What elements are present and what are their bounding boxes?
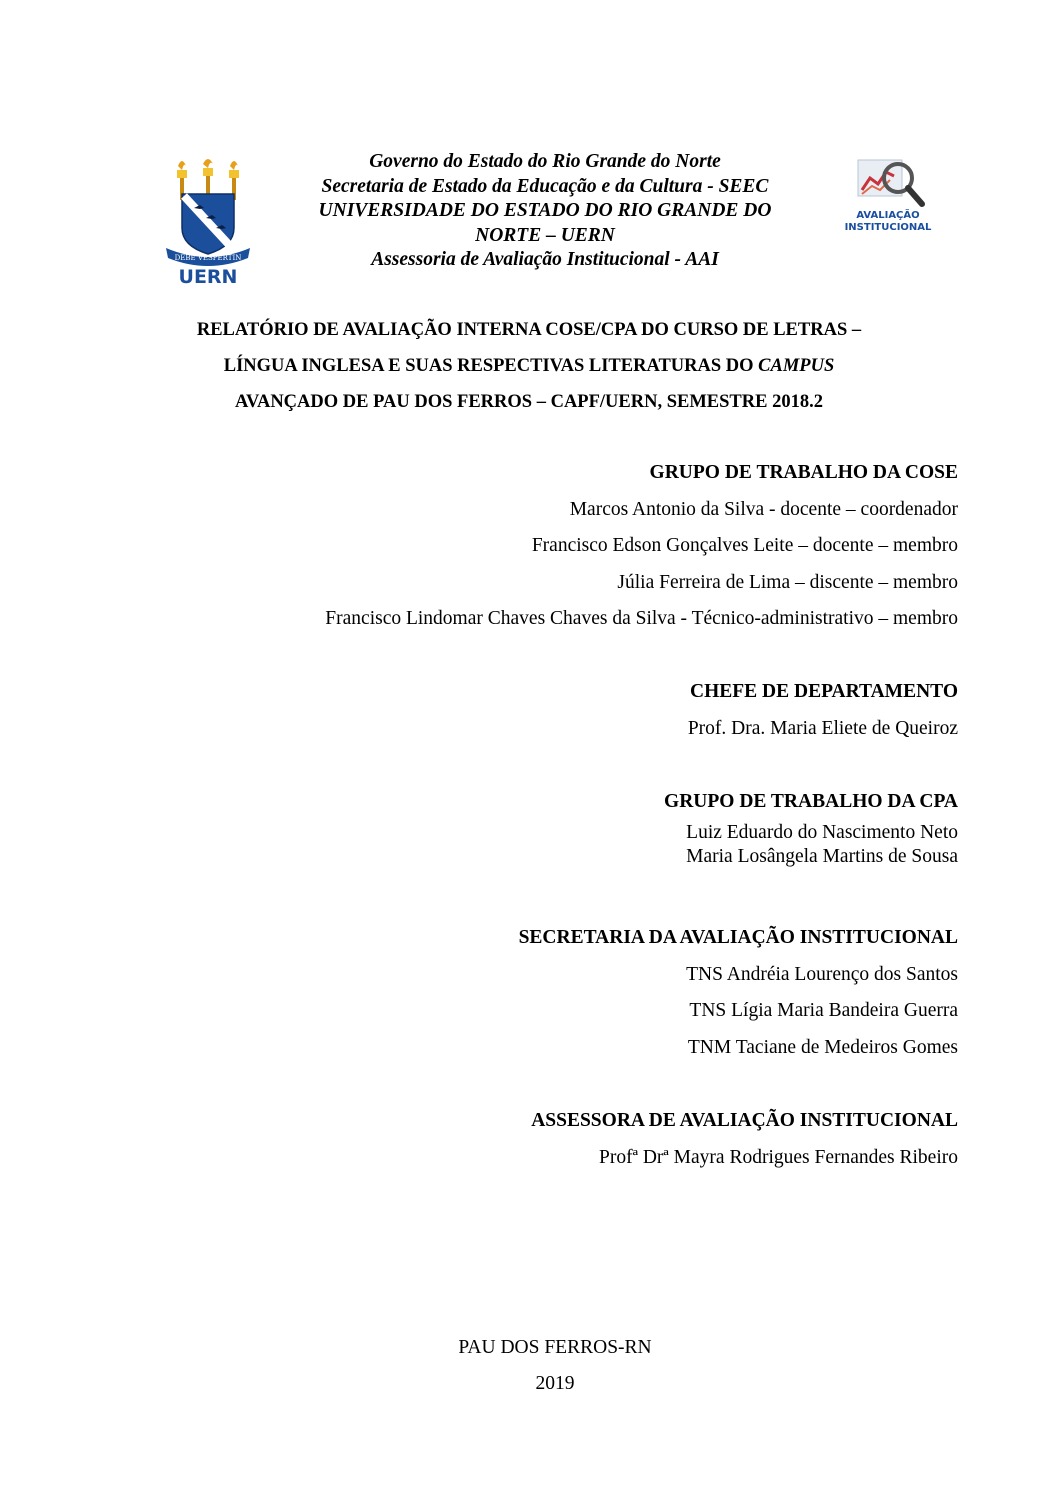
torch-icon [203,159,213,198]
chefe-section [688,674,958,747]
secretaria-section [519,920,958,1066]
cose-member: Francisco Lindomar Chaves Chaves da Silva - Técnico-administrativo – membro [325,608,958,629]
chefe-name: Prof. Dra. Maria Eliete de Queiroz [687,717,958,739]
cose-section [325,455,958,638]
footer [0,1330,1058,1402]
secretaria-member: TNM Taciane de Medeiros Gomes [687,1036,958,1058]
secretaria-member: TNS Lígia Maria Bandeira Guerra [689,1000,958,1021]
chefe-heading: CHEFE DE DEPARTAMENTO [689,681,958,702]
assessora-heading: ASSESSORA DE AVALIAÇÃO INSTITUCIONAL [531,1110,958,1131]
assessora-section [531,1103,958,1176]
header-line: Governo do Estado do Rio Grande do Norte [369,151,721,172]
institution-header [290,150,800,273]
assessora-name: Profª Drª Mayra Rodrigues Fernandes Ribeiro [599,1146,958,1168]
title-line-2-text: LÍNGUA INGLESA E SUAS RESPECTIVAS LITERATURAS DO [223,356,759,376]
header-line: Assessoria de Avaliação Institucional - AAI [371,249,719,270]
uern-crest-logo [160,156,256,286]
title-campus: CAMPUS [758,356,835,376]
header-line: UNIVERSIDADE DO ESTADO DO RIO GRANDE DO [318,200,772,221]
report-title [100,312,958,420]
cpa-member: Luiz Eduardo do Nascimento Neto [686,821,958,843]
cose-heading: GRUPO DE TRABALHO DA COSE [649,462,958,483]
secretaria-member: TNS Andréia Lourenço dos Santos [686,963,958,985]
svg-text:UERN: UERN [178,266,238,286]
title-line-3: AVANÇADO DE PAU DOS FERROS – CAPF/UERN, SEMESTRE 2018.2 [235,392,823,412]
svg-text:DEBE VESPERTIN: DEBE VESPERTIN [174,254,242,262]
header-line: Secretaria de Estado da Educação e da Cultura - SEEC [321,175,769,197]
cose-member: Francisco Edson Gonçalves Leite – docente – membro [531,535,958,556]
title-line-2 [100,348,958,384]
header-line: NORTE – UERN [475,224,615,246]
svg-text:AVALIAÇÃO: AVALIAÇÃO [856,210,920,221]
cose-member: Júlia Ferreira de Lima – discente – membro [617,571,958,593]
footer-year: 2019 [535,1373,575,1394]
cpa-heading: GRUPO DE TRABALHO DA CPA [664,791,958,812]
cose-member: Marcos Antonio da Silva - docente – coordenador [569,498,958,520]
cpa-section [664,784,958,869]
footer-city: PAU DOS FERROS-RN [458,1337,652,1358]
avaliacao-institucional-logo [842,156,942,238]
title-line-1: RELATÓRIO DE AVALIAÇÃO INTERNA COSE/CPA DO CURSO DE LETRAS – [196,320,862,340]
cpa-member: Maria Losângela Martins de Sousa [686,845,958,867]
secretaria-heading: SECRETARIA DA AVALIAÇÃO INSTITUCIONAL [518,927,958,948]
svg-text:INSTITUCIONAL: INSTITUCIONAL [844,222,932,233]
